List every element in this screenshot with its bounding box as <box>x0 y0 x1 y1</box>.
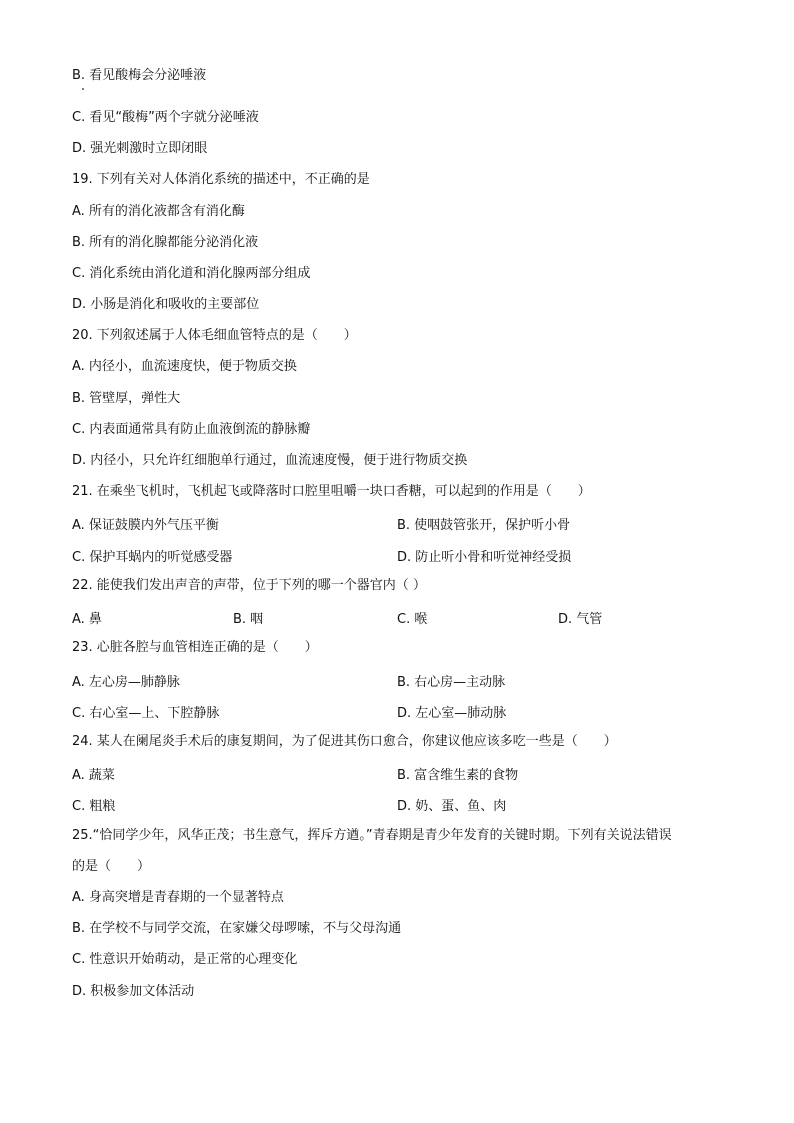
option-19d: D. 小肠是消化和吸收的主要部位 <box>72 297 260 312</box>
option-23a: A. 左心房—肺静脉 <box>72 675 180 690</box>
option-24d: D. 奶、蛋、鱼、肉 <box>397 799 507 814</box>
question-24: 24. 某人在阑尾炎手术后的康复期间，为了促进其伤口愈合，你建议他应该多吃一些是（ ） <box>72 734 617 749</box>
option-20b: B. 管壁厚，弹性大 <box>72 391 181 406</box>
question-19: 19. 下列有关对人体消化系统的描述中，不正确的是 <box>72 172 370 187</box>
option-24c: C. 粗粮 <box>72 799 116 814</box>
option-24b: B. 富含维生素的食物 <box>397 768 519 783</box>
option-22c: C. 喉 <box>397 612 428 627</box>
option-24a: A. 蔬菜 <box>72 768 115 783</box>
option-25a: A. 身高突增是青春期的一个显著特点 <box>72 890 284 905</box>
option-25b: B. 在学校不与同学交流，在家嫌父母啰嗦，不与父母沟通 <box>72 921 402 936</box>
option-18b: B. 看见酸梅会分泌唾液 <box>72 68 207 83</box>
stray-dot <box>82 88 84 90</box>
question-25-line2: 的是（ ） <box>72 859 151 874</box>
option-23c: C. 右心室—上、下腔静脉 <box>72 706 220 721</box>
option-25c: C. 性意识开始萌动，是正常的心理变化 <box>72 952 298 967</box>
question-21: 21. 在乘坐飞机时，飞机起飞或降落时口腔里咀嚼一块口香糖，可以起到的作用是（ ） <box>72 484 591 499</box>
option-19c: C. 消化系统由消化道和消化腺两部分组成 <box>72 266 311 281</box>
question-22: 22. 能使我们发出声音的声带，位于下列的哪一个器官内（ ） <box>72 578 426 593</box>
question-23: 23. 心脏各腔与血管相连正确的是（ ） <box>72 640 318 655</box>
option-19b: B. 所有的消化腺都能分泌消化液 <box>72 235 259 250</box>
option-21b: B. 使咽鼓管张开，保护听小骨 <box>397 518 571 533</box>
option-23b: B. 右心房—主动脉 <box>397 675 506 690</box>
option-25d: D. 积极参加文体活动 <box>72 984 195 999</box>
option-21a: A. 保证鼓膜内外气压平衡 <box>72 518 219 533</box>
option-21d: D. 防止听小骨和听觉神经受损 <box>397 550 572 565</box>
option-20c: C. 内表面通常具有防止血液倒流的静脉瓣 <box>72 422 311 437</box>
option-22b: B. 咽 <box>233 612 264 627</box>
option-23d: D. 左心室—肺动脉 <box>397 706 507 721</box>
option-20d: D. 内径小，只允许红细胞单行通过，血流速度慢，便于进行物质交换 <box>72 453 468 468</box>
option-18c: C. 看见“酸梅”两个字就分泌唾液 <box>72 110 259 125</box>
question-20: 20. 下列叙述属于人体毛细血管特点的是（ ） <box>72 328 357 343</box>
option-21c: C. 保护耳蜗内的听觉感受器 <box>72 550 233 565</box>
option-22d: D. 气管 <box>558 612 603 627</box>
question-25-line1: 25.“恰同学少年，风华正茂；书生意气，挥斥方遒。”青春期是青少年发育的关键时期。下列有关说法错误 <box>72 828 672 843</box>
option-18d: D. 强光刺激时立即闭眼 <box>72 141 208 156</box>
option-22a: A. 鼻 <box>72 612 102 627</box>
option-19a: A. 所有的消化液都含有消化酶 <box>72 204 245 219</box>
option-20a: A. 内径小，血流速度快，便于物质交换 <box>72 359 297 374</box>
